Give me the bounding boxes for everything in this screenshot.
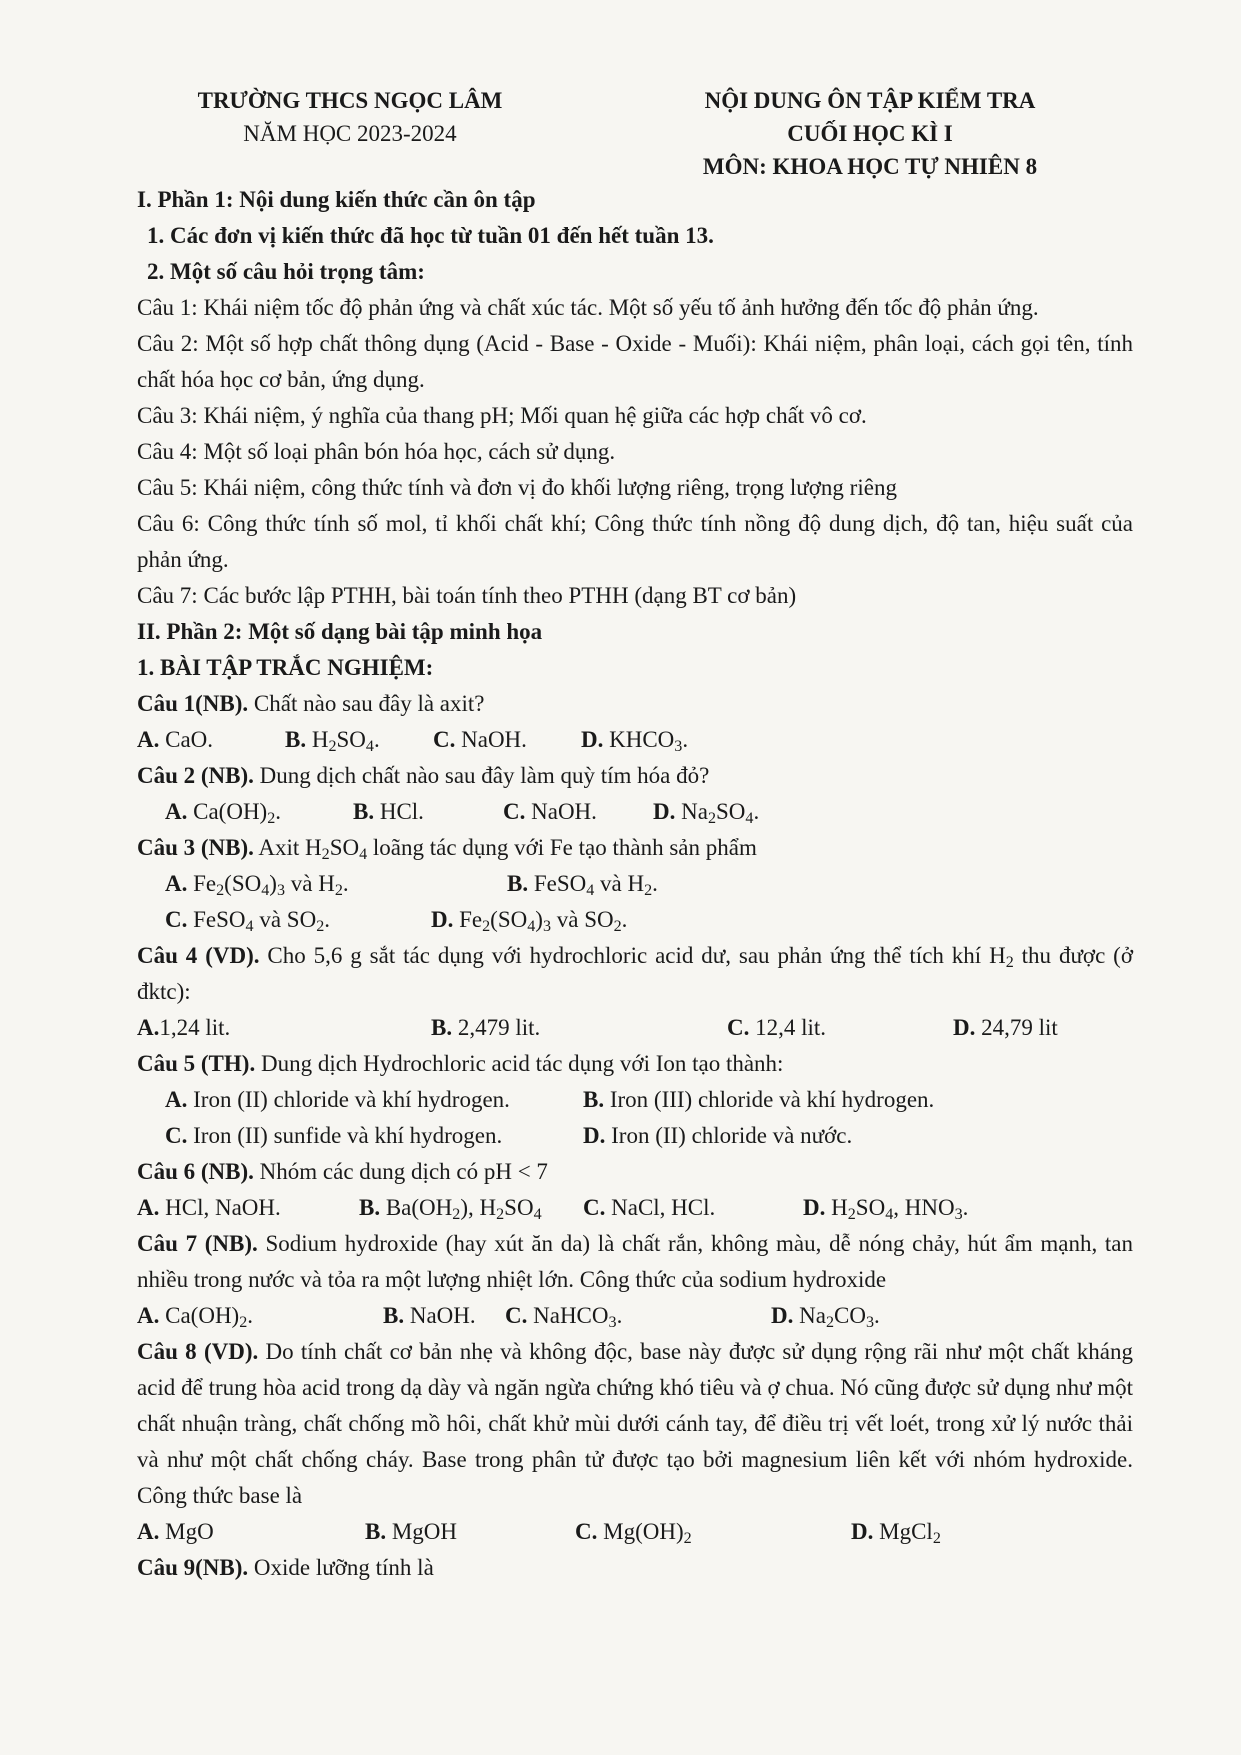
question-1-options: [137, 722, 1133, 758]
question-3: Câu 3 (NB). Axit $H_2SO_4$ loãng tác dụng với Fe tạo thành sản phẩm: [137, 835, 757, 864]
school-name: TRƯỜNG THCS NGỌC LÂM: [197, 88, 503, 113]
question-1: [137, 686, 1133, 722]
option-a: A. $Ca(OH)_2$.: [137, 1303, 254, 1332]
question-7-options: [137, 1298, 1133, 1334]
option-d: D. $KHCO_3$.: [581, 727, 689, 756]
question-8-options: [137, 1514, 1133, 1550]
option-c: C. Iron (II) sunfide và khí hydrogen.: [165, 1123, 503, 1148]
option-c: C. FeSO$_4$ và $SO_2$.: [165, 907, 330, 936]
question-4-options: [137, 1010, 1133, 1046]
option-a: A. HCl, NaOH.: [137, 1195, 281, 1220]
question-4: Câu 4 (VD). Cho 5,6 g sắt tác dụng với hydrochloric acid dư, sau phản ứng thể tích khí $H_2$ thu được (ở đktc):: [137, 943, 1133, 1004]
option-a: A. MgO: [137, 1519, 214, 1544]
option-c: C. NaHCO$_3$.: [505, 1303, 623, 1332]
option-d: D. $Na_2SO_4$.: [653, 799, 760, 828]
review-question-6: Câu 6: Công thức tính số mol, tỉ khối chất khí; Công thức tính nồng độ dung dịch, độ tan, hiệu suất của phản ứng.: [137, 511, 1133, 572]
option-c: C. NaOH.: [503, 799, 597, 824]
option-b: B. MgOH: [365, 1519, 458, 1544]
question-6-options: [137, 1190, 1133, 1226]
question-label: Câu 5 (TH).: [137, 1051, 256, 1076]
question-2-options: [137, 794, 1133, 830]
question-label: Câu 1(NB).: [137, 691, 249, 716]
option-a: A. Iron (II) chloride và khí hydrogen.: [165, 1087, 510, 1112]
part2-heading: II. Phần 2: Một số dạng bài tập minh họa: [137, 619, 543, 644]
option-d: D. $Fe_2(SO_4)_3$ và $SO_2$.: [431, 907, 628, 936]
option-a: A.1,24 lit.: [137, 1015, 231, 1040]
option-d: D. 24,79 lit: [953, 1015, 1058, 1040]
question-8: [137, 1334, 1133, 1514]
question-label: Câu 8 (VD).: [137, 1339, 259, 1364]
question-text: Chất nào sau đây là axit?: [253, 691, 485, 716]
question-2: [137, 758, 1133, 794]
question-text: Dung dịch chất nào sau đây làm quỳ tím hóa đỏ?: [259, 763, 710, 788]
option-b: B. $H_2SO_4$.: [285, 727, 380, 756]
question-label: Câu 3 (NB).: [137, 835, 254, 860]
question-text: Do tính chất cơ bản nhẹ và không độc, base này được sử dụng rộng rãi như một chất kháng acid để trung hòa acid trong dạ dày và ngăn ngừa chứng khó tiêu và ợ chua. Nó cũng được sử dụng như một chất nhuận tràng, chất chống mồ hôi, chất khử mùi dưới cánh tay, để điều trị vết loét, trong xử lý nước thải và như một chất chống cháy. Base trong phân tử được tạo bởi magnesium liên kết với nhóm hydroxide. Công thức base là: [137, 1339, 1133, 1508]
review-question-7: Câu 7: Các bước lập PTHH, bài toán tính theo PTHH (dạng BT cơ bản): [137, 583, 797, 608]
review-question-5: Câu 5: Khái niệm, công thức tính và đơn vị đo khối lượng riêng, trọng lượng riêng: [137, 475, 897, 500]
question-label: Câu 2 (NB).: [137, 763, 254, 788]
header-left: [150, 84, 550, 150]
option-d: D. $H_2SO_4$, $HNO_3$.: [803, 1195, 969, 1224]
part1-item-2: 2. Một số câu hỏi trọng tâm:: [147, 259, 425, 284]
question-5-options-row1: [137, 1082, 1133, 1118]
question-text: Oxide lưỡng tính là: [253, 1555, 434, 1580]
question-3-options-row1: [137, 866, 1133, 902]
option-d: D. MgCl$_2$: [851, 1519, 941, 1548]
option-c: C. NaCl, HCl.: [583, 1195, 716, 1220]
option-d: D. Iron (II) chloride và nước.: [583, 1123, 853, 1148]
doc-title-2: CUỐI HỌC KÌ I: [787, 121, 953, 146]
option-a: A. CaO.: [137, 727, 214, 752]
option-b: B. HCl.: [353, 799, 424, 824]
question-label: Câu 9(NB).: [137, 1555, 249, 1580]
question-text: Sodium hydroxide (hay xút ăn da) là chất rắn, không màu, dễ nóng chảy, hút ẩm mạnh, tan nhiều trong nước và tỏa ra một lượng nhiệt lớn. Công thức của sodium hydroxide: [137, 1231, 1133, 1292]
question-3-options-row2: [137, 902, 1133, 938]
option-b: B. 2,479 lit.: [431, 1015, 541, 1040]
option-c: C. $Mg(OH)_2$: [575, 1519, 692, 1548]
option-b: B. Iron (III) chloride và khí hydrogen.: [583, 1087, 935, 1112]
question-7: [137, 1226, 1133, 1298]
header-right: [660, 84, 1080, 183]
doc-title-3: MÔN: KHOA HỌC TỰ NHIÊN 8: [702, 154, 1038, 179]
school-year: NĂM HỌC 2023-2024: [243, 121, 457, 146]
part2-subheading: 1. BÀI TẬP TRẮC NGHIỆM:: [137, 655, 434, 680]
option-c: C. NaOH.: [433, 727, 527, 752]
question-5-options-row2: [137, 1118, 1133, 1154]
question-text: Nhóm các dung dịch có pH < 7: [259, 1159, 548, 1184]
option-b: B. $Ba(OH_2)$, $H_2SO_4$: [359, 1195, 542, 1224]
review-question-4: Câu 4: Một số loại phân bón hóa học, cách sử dụng.: [137, 439, 616, 464]
review-question-1: Câu 1: Khái niệm tốc độ phản ứng và chất xúc tác. Một số yếu tố ảnh hưởng đến tốc độ phản ứng.: [137, 295, 1039, 320]
doc-title-1: NỘI DUNG ÔN TẬP KIỂM TRA: [704, 88, 1036, 113]
option-a: A. $Ca(OH)_2$.: [165, 799, 282, 828]
question-5: [137, 1046, 1133, 1082]
question-label: Câu 7 (NB).: [137, 1231, 258, 1256]
document-body: [137, 182, 1133, 1586]
option-a: A. $Fe_2(SO_4)_3$ và $H_2$.: [165, 871, 349, 900]
option-b: B. NaOH.: [383, 1303, 476, 1328]
review-question-2: Câu 2: Một số hợp chất thông dụng (Acid - Base - Oxide - Muối): Khái niệm, phân loại, cách gọi tên, tính chất hóa học cơ bản, ứng dụng.: [137, 331, 1133, 392]
question-6: [137, 1154, 1133, 1190]
part1-heading: I. Phần 1: Nội dung kiến thức cần ôn tập: [137, 187, 536, 212]
part1-item-1: 1. Các đơn vị kiến thức đã học từ tuần 01 đến hết tuần 13.: [147, 223, 714, 248]
question-text: Dung dịch Hydrochloric acid tác dụng với Ion tạo thành:: [260, 1051, 784, 1076]
option-b: B. FeSO$_4$ và $H_2$.: [507, 871, 658, 900]
option-d: D. $Na_2CO_3$.: [771, 1303, 880, 1332]
option-c: C. 12,4 lit.: [727, 1015, 827, 1040]
question-9: [137, 1550, 1133, 1586]
question-label: Câu 4 (VD).: [137, 943, 260, 968]
question-label: Câu 6 (NB).: [137, 1159, 254, 1184]
review-question-3: Câu 3: Khái niệm, ý nghĩa của thang pH; Mối quan hệ giữa các hợp chất vô cơ.: [137, 403, 867, 428]
